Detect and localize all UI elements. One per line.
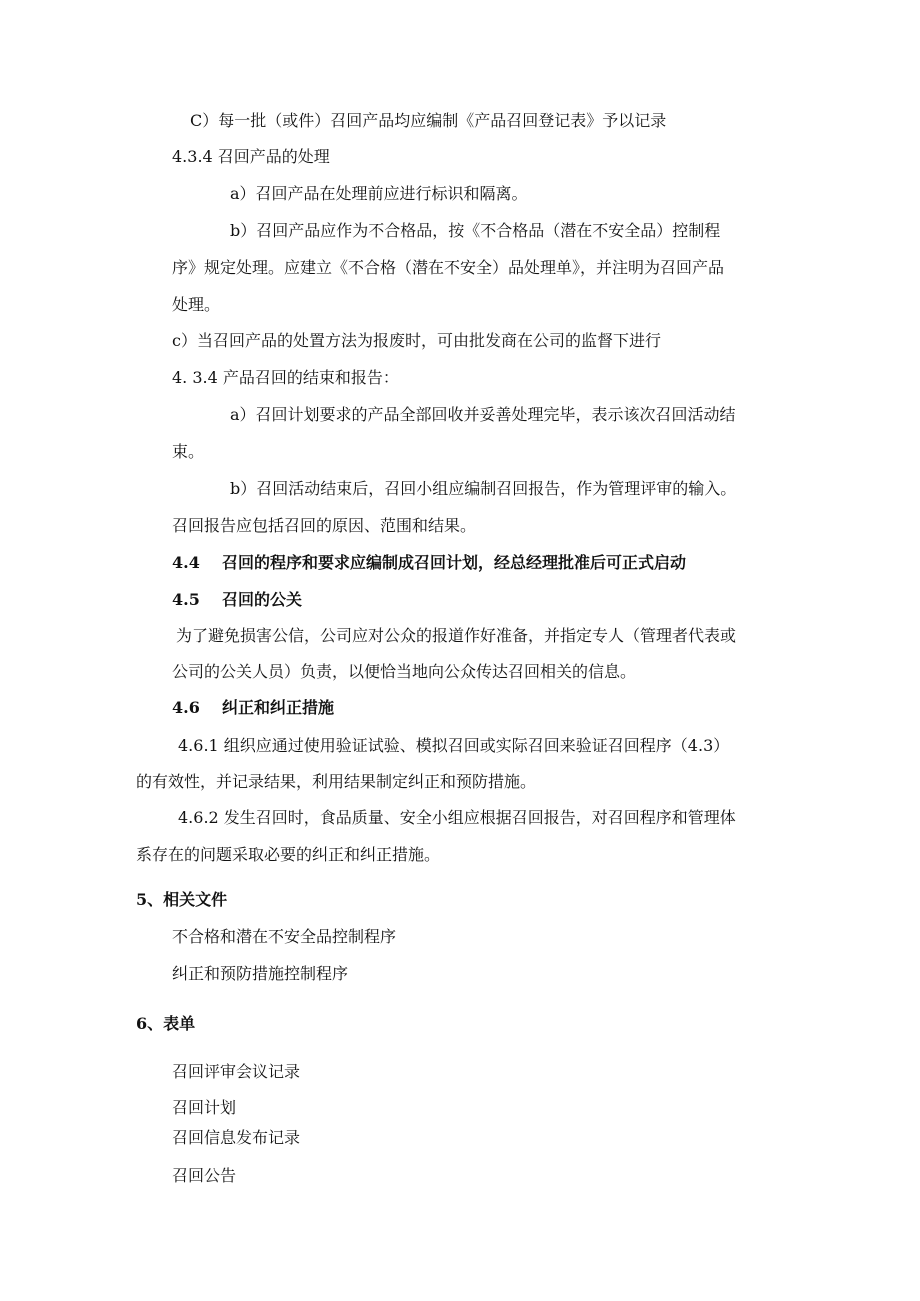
text-line: 公司的公关人员）负责，以便恰当地向公众传达召回相关的信息。 [172, 662, 637, 681]
text-line: a）召回计划要求的产品全部回收并妥善处理完毕，表示该次召回活动结 [230, 405, 736, 424]
section-6-heading: 6、表单 [136, 1014, 196, 1033]
subsection-heading: 4.3.4 召回产品的处理 [172, 147, 330, 166]
section-title: 纠正和纠正措施 [222, 698, 335, 717]
text-line: b）召回产品应作为不合格品，按《不合格品（潜在不安全品）控制程 [230, 221, 721, 240]
section-number: 4.6 [172, 698, 200, 717]
subsection-heading: 4. 3.4 产品召回的结束和报告： [172, 368, 399, 387]
text-line: C）每一批（或件）召回产品均应编制《产品召回登记表》予以记录 [190, 111, 667, 130]
section-title: 召回的公关 [222, 590, 303, 609]
section-number: 4.5 [172, 590, 200, 609]
form-item: 召回计划 [172, 1098, 237, 1117]
section-4-5-heading [172, 590, 302, 610]
section-5-heading: 5、相关文件 [136, 890, 228, 909]
text-line: 处理。 [172, 295, 221, 314]
section-4-6-heading [172, 698, 334, 718]
text-line: a）召回产品在处理前应进行标识和隔离。 [230, 184, 528, 203]
text-line: 束。 [172, 442, 205, 461]
section-4-4-heading [172, 553, 686, 573]
related-document-item: 纠正和预防措施控制程序 [172, 964, 349, 983]
text-line: 系存在的问题采取必要的纠正和纠正措施。 [136, 845, 441, 864]
text-line: 4.6.1 组织应通过使用验证试验、模拟召回或实际召回来验证召回程序（4.3） [178, 736, 730, 755]
text-line: 召回报告应包括召回的原因、范围和结果。 [172, 516, 477, 535]
related-document-item: 不合格和潜在不安全品控制程序 [172, 927, 397, 946]
text-line: b）召回活动结束后，召回小组应编制召回报告，作为管理评审的输入。 [230, 479, 737, 498]
text-line: 的有效性，并记录结果，利用结果制定纠正和预防措施。 [136, 772, 537, 791]
section-number: 4.4 [172, 553, 200, 572]
form-item: 召回信息发布记录 [172, 1128, 301, 1147]
form-item: 召回公告 [172, 1166, 237, 1185]
form-item: 召回评审会议记录 [172, 1062, 301, 1081]
section-title: 召回的程序和要求应编制成召回计划，经总经理批准后可正式启动 [222, 553, 687, 572]
text-line: 4.6.2 发生召回时，食品质量、安全小组应根据召回报告，对召回程序和管理体 [178, 808, 736, 827]
text-line: c）当召回产品的处置方法为报废时，可由批发商在公司的监督下进行 [172, 331, 661, 350]
text-line: 序》规定处理。应建立《不合格（潜在不安全）品处理单》，并注明为召回产品 [172, 258, 725, 277]
text-line: 为了避免损害公信，公司应对公众的报道作好准备，并指定专人（管理者代表或 [176, 626, 737, 645]
